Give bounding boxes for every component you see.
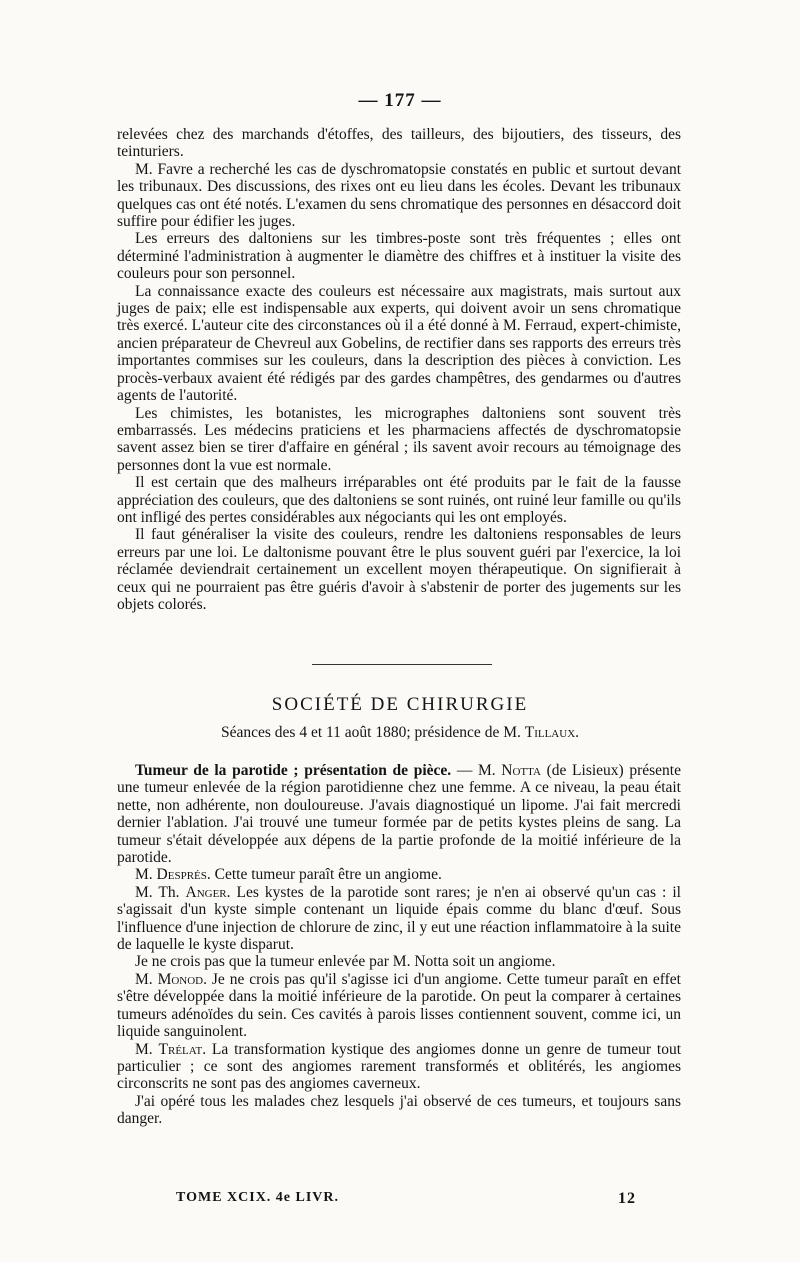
session-prefix: Séances des 4 et 11 août 1880; présidence de M. (220, 724, 525, 741)
discussion-text: . La transformation kystique des angiomes donne un genre de tumeur tout particulier ; ce sont des angiomes rarement transformés et oblitérés, les angiomes circonscrits ne sont pas des angiomes caverneux. (117, 1040, 681, 1093)
paragraph: Les erreurs des daltoniens sur les timbres-poste sont très fréquentes ; elles ont déterminé l'administration à augmenter le diamètre des chiffres et à instituer la visite des couleurs pour son personnel. (117, 230, 681, 283)
discussion-text: . Cette tumeur paraît être un angiome. (206, 866, 442, 884)
paragraph: Il faut généraliser la visite des couleurs, rendre les daltoniens responsables de leurs erreurs par une loi. Le daltonisme pouvant être le plus souvent guéri par l'exercice, la loi réclamée deviendrait certainement un excellent moyen thérapeutique. On signifierait à ceux qui ne pourraient pas être guéris d'avoir à s'abstenir de porter des jugements sur les objets colorés. (117, 526, 681, 613)
article-heading: Tumeur de la parotide ; présentation de pièce. (135, 762, 452, 779)
session-suffix: . (575, 724, 580, 741)
speaker-prefix: M. (135, 970, 158, 988)
article-dash: — M. (451, 762, 502, 779)
discussion-paragraph (117, 884, 681, 954)
page-footer (176, 1190, 636, 1206)
discussion-paragraph (117, 866, 681, 883)
discussion-text: J'ai opéré tous les malades chez lesquels j'ai observé de ces tumeurs, et toujours sans danger. (117, 1092, 681, 1128)
discussion-paragraph (117, 953, 681, 970)
speaker-name: Trélat (158, 1040, 203, 1058)
discussion-text: . Je ne crois pas qu'il s'agisse ici d'un angiome. Cette tumeur paraît en effet s'être développée dans la moitié inférieure de la parotide. On peut la comparer à certaines tumeurs adénoïdes du sein. Ces cavités à parois lisses contiennent souvent, comme ici, un liquide sanguinolent. (117, 970, 681, 1041)
article-text: (de Lisieux) présente une tumeur enlevée de la région parotidienne chez une femme. A ce niveau, la peau était nette, non adhérente, non douloureuse. J'avais diagnostiqué un lipome. J'ai fait mercredi dernier l'ablation. J'ai trouvé une tumeur formée par de petits kystes pleins de sang. La tumeur s'était développée aux dépens de la partie profonde de la moitié inférieure de la parotide. (117, 762, 681, 867)
session-line (0, 724, 800, 742)
paragraph: Les chimistes, les botanistes, les micrographes daltoniens sont souvent très embarrassés. Les médecins praticiens et les pharmaciens affectés de dyschromatopsie savent assez bien se tirer d'affaire en général ; ils savent avoir recours au témoignage des personnes dont la vue est normale. (117, 404, 681, 474)
section-title: SOCIÉTÉ DE CHIRURGIE (271, 694, 529, 715)
session-president: Tillaux (524, 724, 576, 741)
article-block (117, 762, 681, 1128)
discussion-paragraph (117, 971, 681, 1041)
speaker-prefix: M. Th. (135, 883, 186, 901)
paragraph: Il est certain que des malheurs irréparables ont été produits par le fait de la fausse appréciation des couleurs, que des daltoniens se sont ruinés, ont ruiné leur famille ou qu'ils ont infligé des pertes considérables aux négociants qui les ont employés. (117, 474, 681, 526)
discussion-paragraph (117, 1093, 681, 1128)
speaker-prefix: M. (135, 866, 157, 884)
top-text-block (117, 126, 681, 613)
speaker-name: Després (156, 866, 207, 884)
discussion-paragraph (117, 1041, 681, 1093)
paragraph: La connaissance exacte des couleurs est nécessaire aux magistrats, mais surtout aux juges de paix; elle est indispensable aux experts, qui doivent avoir un sens chromatique très exercé. L'auteur cite des circonstances où il a été donné à M. Ferraud, expert-chimiste, ancien préparateur de Chevreul aux Gobelins, de rectifier dans ses rapports des erreurs très importantes commises sur les couleurs, dans la description des pièces à conviction. Les procès-verbaux avaient été rédigés par des gardes champêtres, des gendarmes ou d'autres agents de l'autorité. (117, 282, 681, 405)
speaker-prefix: M. (135, 1040, 159, 1058)
speaker-name: Notta (501, 762, 541, 779)
paragraph: relevées chez des marchands d'étoffes, des tailleurs, des bijoutiers, des tisseurs, des teinturiers. (117, 126, 681, 161)
volume-label: TOME XCIX. 4e LIVR. (176, 1190, 340, 1205)
paragraph: M. Favre a recherché les cas de dyschromatopsie constatés en public et surtout devant les tribunaux. Des discussions, des rixes ont eu lieu dans les écoles. Devant les tribunaux quelques cas ont été notés. L'examen du sens chromatique des personnes en désaccord doit suffire pour édifier les juges. (117, 160, 681, 231)
section-divider (312, 664, 492, 665)
speaker-name: Monod (157, 970, 204, 988)
signature-mark: 12 (618, 1190, 636, 1207)
discussion-text: . Les kystes de la parotide sont rares; je n'en ai observé qu'un cas : il s'agissait d'un kyste simple contenant un liquide épais comme du blanc d'œuf. Sous l'influence d'une injection de chlorure de zinc, il y eut une réaction inflammatoire à la suite de laquelle le kyste disparut. (117, 883, 681, 954)
article-paragraph (117, 762, 681, 866)
page-number: — 177 — (358, 90, 442, 111)
speaker-name: Anger (185, 883, 227, 901)
discussion-text: Je ne crois pas que la tumeur enlevée par M. Notta soit un angiome. (135, 953, 556, 971)
